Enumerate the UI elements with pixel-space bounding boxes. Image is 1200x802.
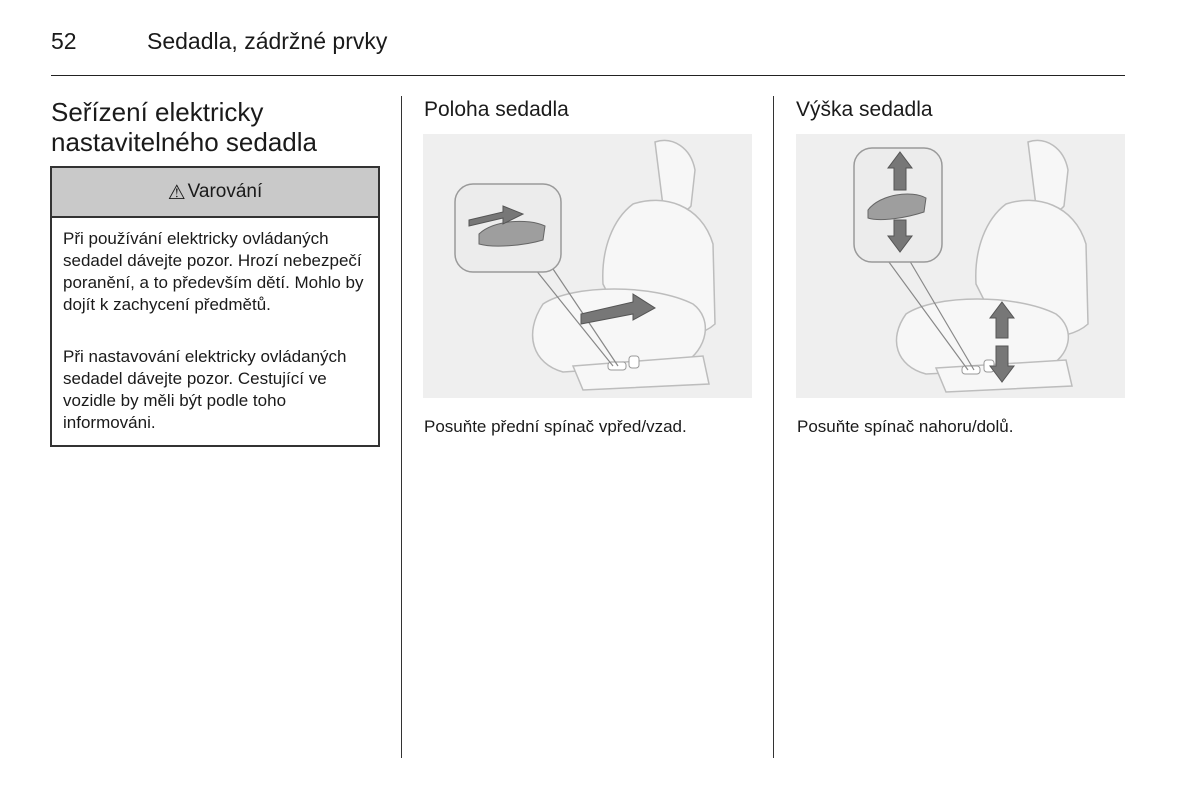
warning-header <box>52 168 378 218</box>
chapter-title: Sedadla, zádržné prvky <box>147 28 388 54</box>
warning-paragraph-2: Při nastavování elektricky ovládaných sedadel dávejte pozor. Cestující ve vozidle by měli být podle toho informováni. <box>63 347 347 432</box>
column-divider-1 <box>401 96 402 758</box>
seat-height-illustration <box>796 134 1125 398</box>
seat-position-drawing <box>423 134 752 398</box>
seat-height-caption: Posuňte spínač nahoru/dolů. <box>797 417 1014 436</box>
seat-position-illustration <box>423 134 752 398</box>
seat-position-title: Poloha sedadla <box>424 98 569 121</box>
column-divider-2 <box>773 96 774 758</box>
seat-height-drawing <box>796 134 1125 398</box>
warning-box <box>50 166 380 447</box>
warning-label: Varování <box>187 181 263 202</box>
warning-triangle-icon: ⚠ <box>167 181 186 204</box>
page-number: 52 <box>51 28 77 54</box>
section-title: Seřízení elektricky nastavitelného sedadla <box>51 97 317 157</box>
header-divider <box>51 75 1125 76</box>
seat-position-caption: Posuňte přední spínač vpřed/vzad. <box>424 417 687 436</box>
seat-height-title: Výška sedadla <box>796 98 933 121</box>
warning-paragraph-1: Při používání elektricky ovládaných sedadel dávejte pozor. Hrozí nebezpečí poranění, a to především dětí. Mohlo by dojít k zachycení předmětů. <box>63 229 364 314</box>
